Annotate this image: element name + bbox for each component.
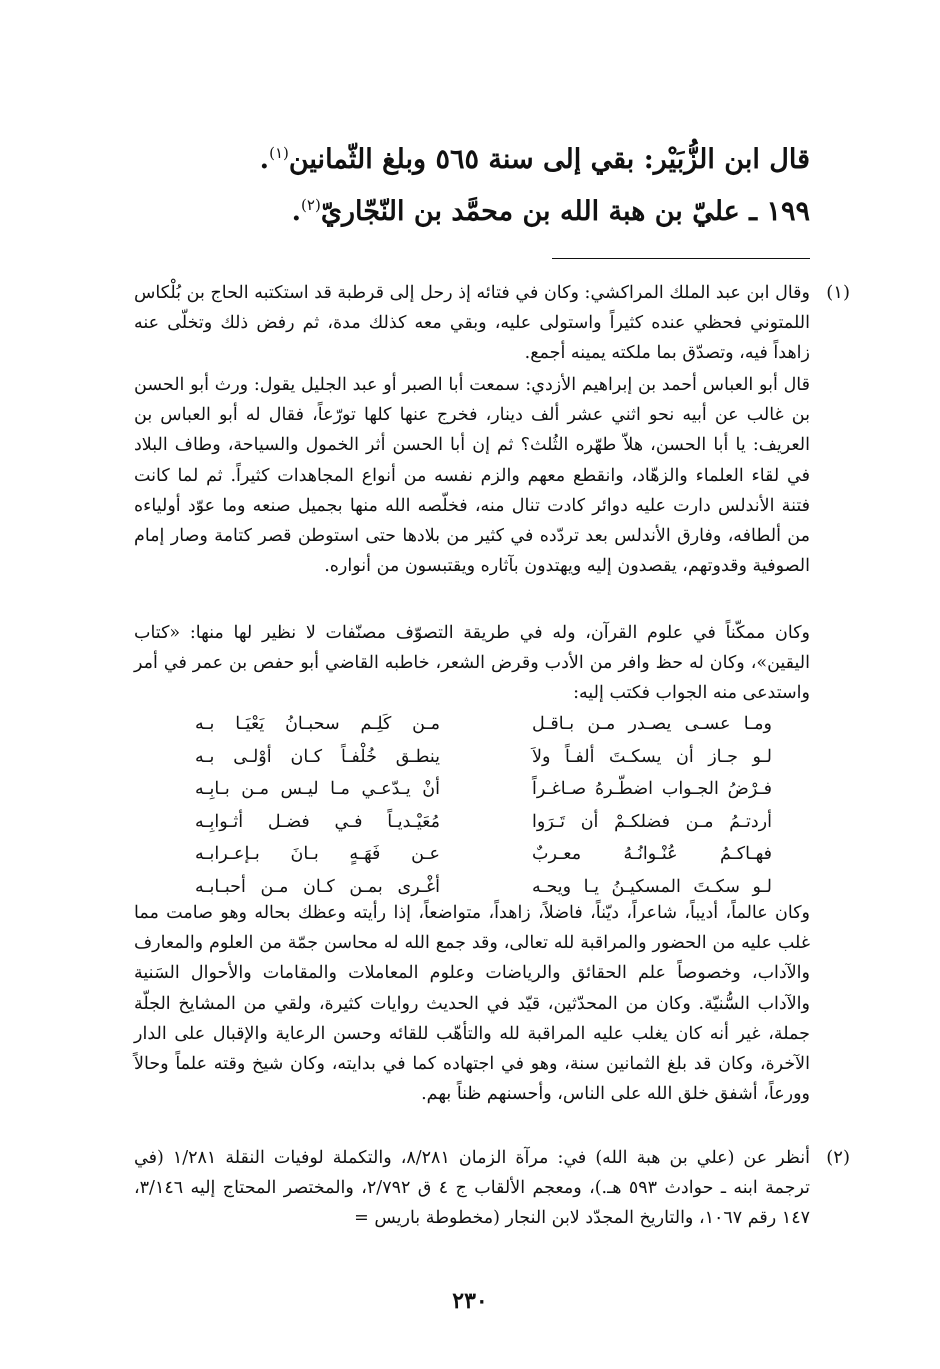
verse-second-hemistich: أغْـرى بمـن كـان مـن أحبـابـه xyxy=(195,876,440,897)
verse-second-hemistich: ينطـق خُلْفـاً كـان أوْلـى بـه xyxy=(195,746,440,767)
footnote-1-paragraph-1: وقال ابن عبد الملك المراكشي: وكان في فتائه إذ رحل إلى قرطبة قد استكتبه الحاج بن بُلْكاس اللمتوني فحظي عنده كثيراً واستولى عليه، وبقي معه كذلك مدة، ثم رفض ذلك وتخلّى عنه زاهداً فيه، وتصدّق بما ملكته يمينه أجمع. xyxy=(134,283,810,364)
footnote-ref-1[interactable]: (١) xyxy=(269,144,289,162)
verse-second-hemistich: مُعَيْـديـاً فـي فضـل أثـوابِـه xyxy=(195,811,440,832)
verse-first-hemistich: ومـا عسـى يصـدر مـن بـاقـل xyxy=(532,714,772,734)
page-number: ٢٣٠ xyxy=(452,1288,488,1314)
poem-verse xyxy=(134,741,810,774)
footnote-2-number: (٢) xyxy=(826,1147,850,1168)
verse-second-hemistich: مـن كَلِـم سحبـانُ يَعْيَـا بـه xyxy=(195,714,440,734)
verse-second-hemistich: أنْ يـدّعـي مـا ليـس مـن بـابِـه xyxy=(195,779,440,800)
footnote-1-paragraph-3: وكان ممكّناً في علوم القرآن، وله في طريقة التصوّف مصنّفات لا نظير لها منها: «كتاب اليقين»، وكان له حظ وافر من الأدب وقرض الشعر، خاطبه القاضي أبو حفص بن عمر في أمر واستدعى منه الجواب فكتب إليه: xyxy=(134,623,810,704)
footnote-2-text: أنظر عن (علي بن هبة الله) في: مرآة الزمان ٨/٢٨١، والتكملة لوفيات النقلة ١/٢٨١ (في ترجمة ابنه ـ حوادث ٥٩٣ هـ.)، ومعجم الألقاب ج ٤ ق ٢/٧٩٢، والمختصر المحتاج إليه ٣/١٤٦، ١٤٧ رقم ١٠٦٧، والتاريخ المجدّد لابن النجار (مخطوطة باريس = xyxy=(134,1148,810,1229)
verse-second-hemistich: عـن فَهَـهٍ بـانَ بـإعـرابـه xyxy=(195,844,440,865)
verse-first-hemistich: فـرْضُ الجـواب اضطّـرهُ صـاغـراً xyxy=(532,779,772,800)
verse-first-hemistich: لـو سكـتَ المسكيـنُ يـا ويحـه xyxy=(532,876,772,897)
footnote-1-paragraph-2: قال أبو العباس أحمد بن إبراهيم الأزدي: سمعت أبا الصبر أو عبد الجليل يقول: ورث أبو الحسن بن غالب عن أبيه نحو اثني عشر ألف دينار، فخرج عنها كلها تورّعاً، فقال له أبو العباس بن العريف: يا أبا الحسن، هلاّ طهّره الثُلث؟ ثم إن أبا الحسن أثر الخمول والسياحة، وطاف البلاد في لقاء العلماء والزهّاد، وانقطع معهم والزم نفسه من أنواع المجاهدات كثيراً. ثم لما كانت فتنة الأندلس دارت عليه دوائر كادت تنال منه، فخلّصه الله منها بجميل صنعه وما عوّد أولياءه من ألطافه، وفارق الأندلس بعد تردّده في كثير من بلادها حتى استوطن قصر كتامة وصار إمام الصوفية وقدوتهم، يقصدون إليه ويهتدون بآثاره ويقتبسون من أنواره. xyxy=(134,375,810,577)
footnote-separator xyxy=(552,258,810,259)
poem-verse xyxy=(134,773,810,806)
footnote-1-number: (١) xyxy=(826,282,850,303)
poem xyxy=(134,708,810,904)
verse-first-hemistich: لـو جـاز أن يسكـتَ ألفـاً ولاَ xyxy=(532,746,772,767)
poem-verse xyxy=(134,806,810,839)
poem-verse xyxy=(134,838,810,871)
main-text-line-1: قال ابن الزُّبَيْر: بقي إلى سنة ٥٦٥ وبلغ الثّمانين$^{(١)}$. xyxy=(259,144,810,175)
verse-first-hemistich: فهـاكـمُ عُنْـوانُـهُ معـربٌ xyxy=(532,844,772,865)
poem-verse xyxy=(134,708,810,741)
footnote-ref-2[interactable]: (٢) xyxy=(301,196,321,214)
footnote-1-paragraph-4: وكان عالماً، أديباً، شاعراً، ديّناً، فاضلاً، زاهداً، متواضعاً، إذا رأيته وعظك بحاله وهو صامت مما غلب عليه من الحضور والمراقبة لله تعالى، وقد جمع الله له محاسن جمّة من العلوم والمعارف والآداب، وخصوصاً علم الحقائق والرياضات وعلوم المعاملات والمقامات والأحوال السَنية والآداب السُّنيّة. وكان من المحدّثين، قيّد في الحديث روايات كثيرة، ولقي من المشايخ الجلّة جملة، غير أنه كان يغلب عليه المراقبة لله والتأهّب للقائه وحسن الرعاية والإقبال على الدار الآخرة، وكان قد بلغ الثمانين سنة، وهو في اجتهاده كما في بدايته، وكان شيخ وقته علماً وحالاً وورعاً، أشفق خلق الله على الناس، وأحسنهم ظناً بهم. xyxy=(134,903,810,1105)
entry-heading-199: ١٩٩ ـ عليّ بن هبة الله بن محمَّد بن النّجّاريّ$^{(٢)}$. xyxy=(291,196,810,227)
verse-first-hemistich: أردتـمُ مـن فضلكـمْ أن تَـرَوا xyxy=(532,811,772,832)
